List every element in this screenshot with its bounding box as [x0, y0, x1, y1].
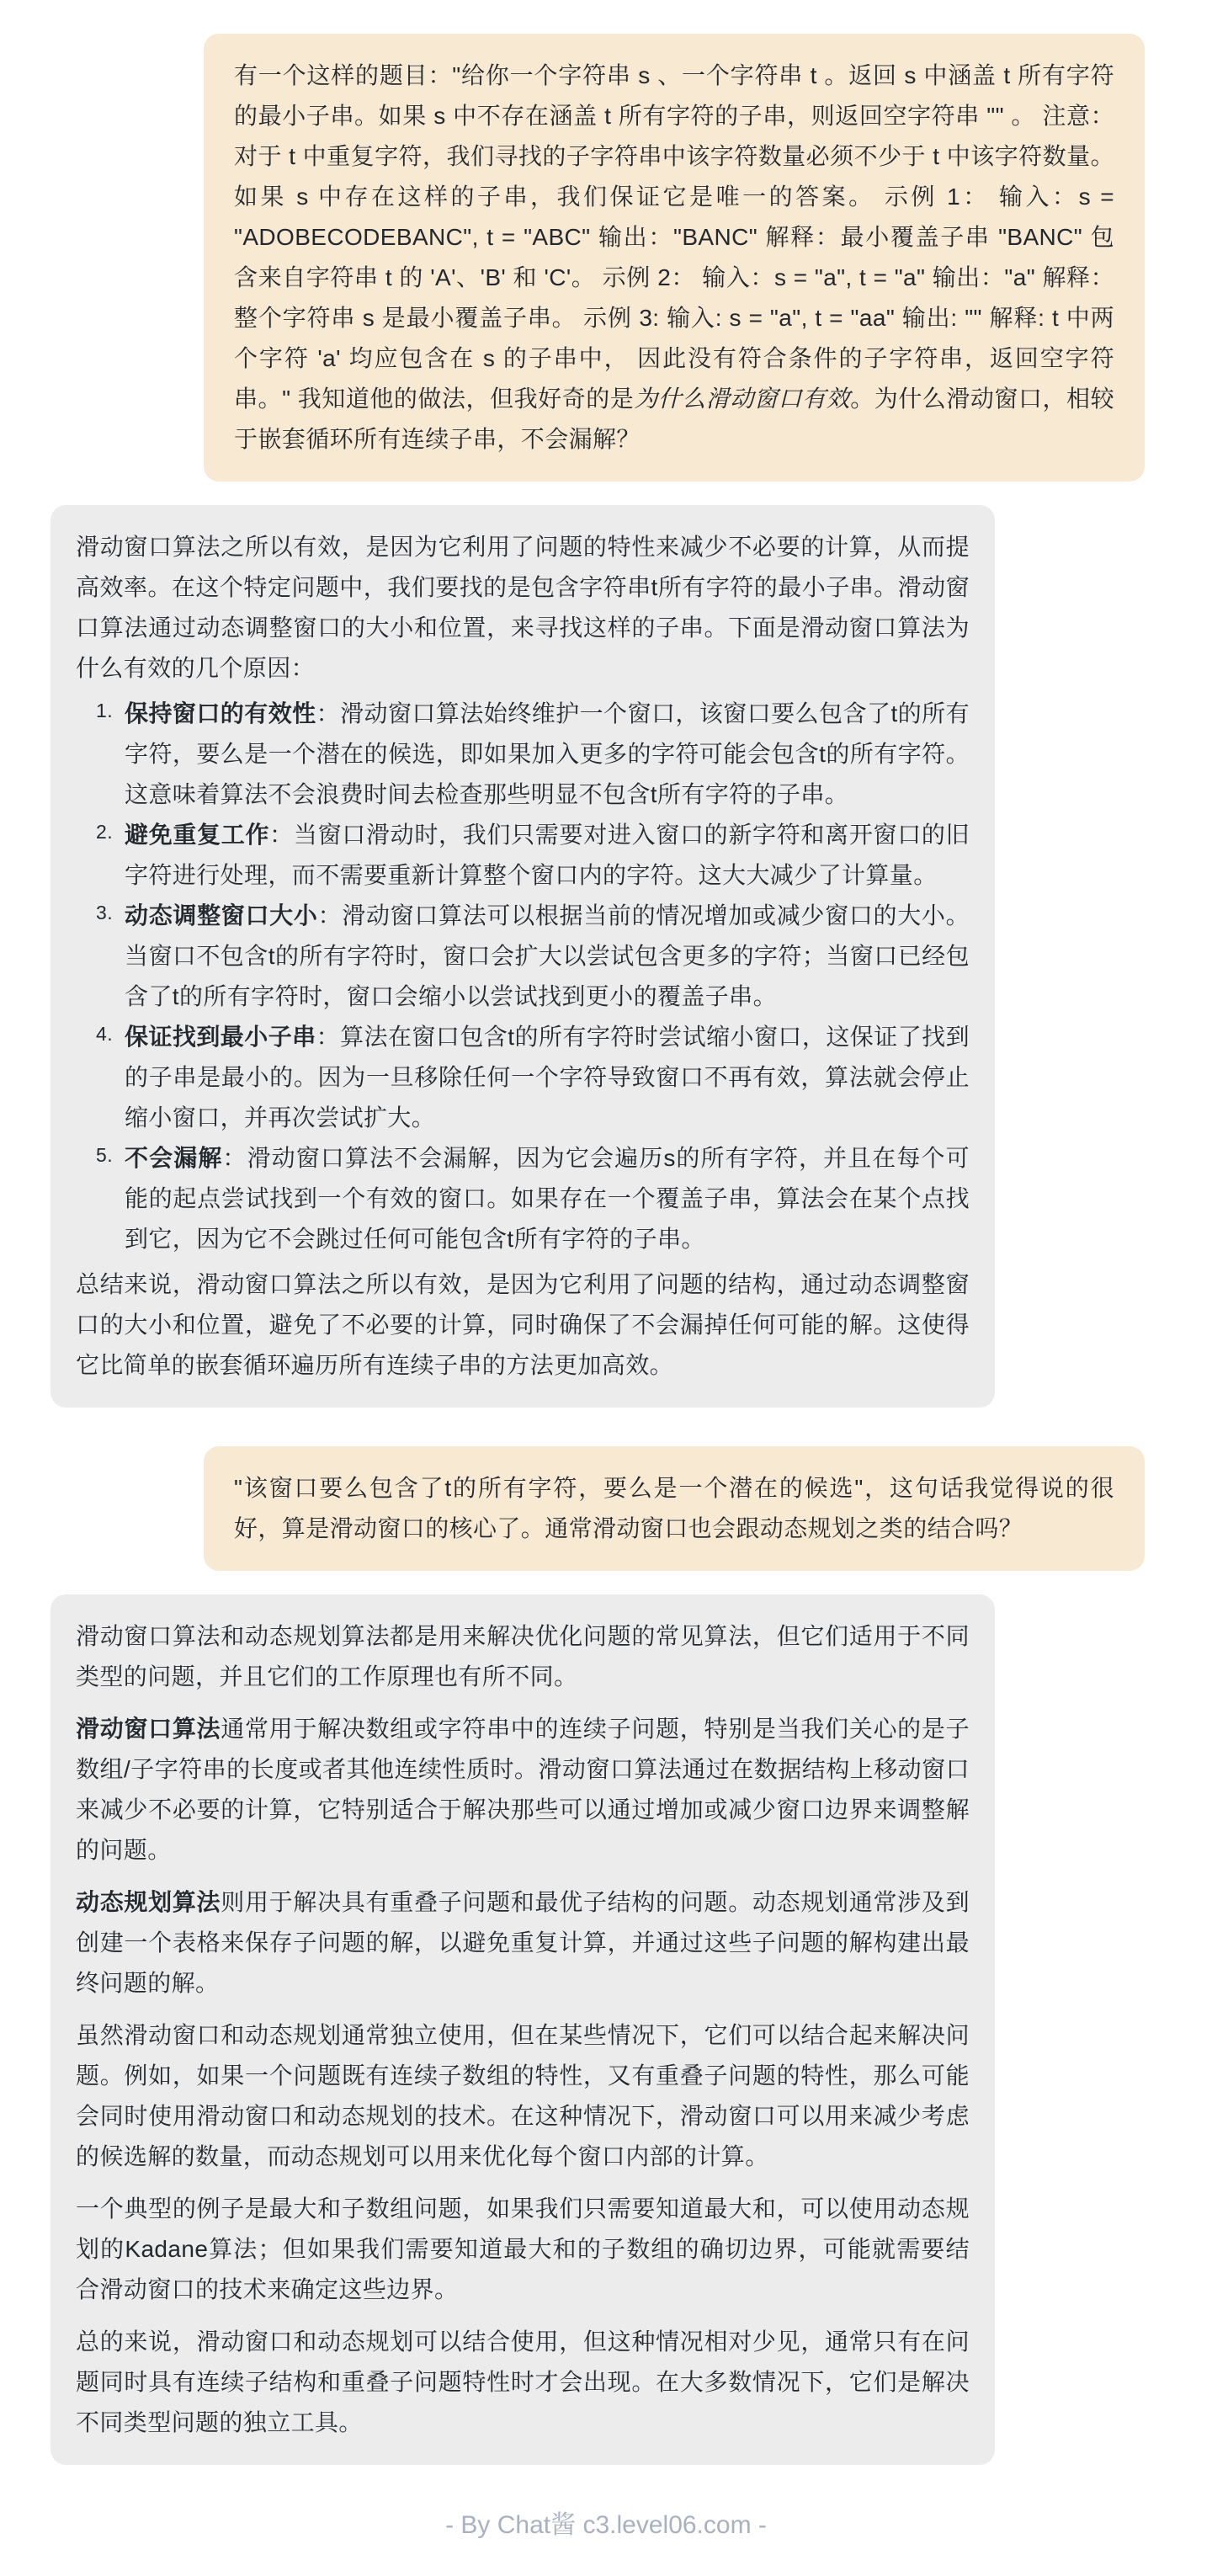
- reason-item-3-term: 动态调整窗口大小: [125, 902, 318, 929]
- user-message-1-post: 。为什么滑动窗口，相较于嵌套循环所有连续子串，不会漏解？: [234, 386, 1114, 452]
- reason-item-5-body: 滑动窗口算法不会漏解，因为它会遍历s的所有字符，并且在每个可能的起点尝试找到一个有效的窗口。如果存在一个覆盖子串，算法会在某个点找到它，因为它不会跳过任何可能包含t所有字符的子串。: [125, 1145, 970, 1252]
- reason-item-5: [76, 1138, 970, 1259]
- sliding-window-term: 滑动窗口算法: [76, 1716, 221, 1742]
- assistant-message-2-paragraph-4: 虽然滑动窗口和动态规划通常独立使用，但在某些情况下，它们可以结合起来解决问题。例如，如果一个问题既有连续子数组的特性，又有重叠子问题的特性，那么可能会同时使用滑动窗口和动态规划的技术。在这种情况下，滑动窗口可以用来减少考虑的候选解的数量，而动态规划可以用来优化每个窗口内部的计算。: [76, 2022, 970, 2169]
- reason-item-1-number: 1.: [96, 700, 113, 721]
- dynamic-programming-term: 动态规划算法: [76, 1889, 221, 1915]
- user-message-1-emphasis: 为什么滑动窗口有效: [634, 386, 851, 412]
- reason-item-2-number: 2.: [96, 821, 113, 843]
- footer-credit-suffix: -: [751, 2511, 767, 2539]
- assistant-message-1: [50, 505, 995, 1408]
- user-message-1-pre: 有一个这样的题目："给你一个字符串 s 、一个字符串 t 。返回 s 中涵盖 t 所有字符的最小子串。如果 s 中不存在涵盖 t 所有字符的子串，则返回空字符串 "" 。 注意： 对于 t 中重复字符，我们寻找的子字符串中该字符数量必须不少于 t 中该字符数量。 如果 s 中存在这样的子串，我们保证它是唯一的答案。 示例 1： 输入：s = "ADOBECODEBANC", t = "ABC" 输出："BANC" 解释：最小覆盖子串 "BANC" 包含来自字符串 t 的 'A'、'B' 和 'C'。 示例 2： 输入：s = "a", t = "a" 输出："a" 解释：整个字符串 s 是最小覆盖子串。 示例 3: 输入: s = "a", t = "aa" 输出: "" 解释: t 中两个字符 'a' 均应包含在 s 的子串中， 因此没有符合条件的子字符串，返回空字符串。" 我知道他的做法，但我好奇的是: [234, 62, 1114, 412]
- reason-item-4: [76, 1017, 970, 1138]
- reason-item-3-number: 3.: [96, 902, 113, 923]
- reason-item-1-colon: ：: [316, 700, 341, 726]
- assistant-message-2-paragraph-2-body: 通常用于解决数组或字符串中的连续子问题，特别是当我们关心的是子数组/子字符串的长度或者其他连续性质时。滑动窗口算法通过在数据结构上移动窗口来减少不必要的计算，它特别适合于解决那些可以通过增加或减少窗口边界来调整解的问题。: [76, 1716, 970, 1863]
- reason-item-1-body: 滑动窗口算法始终维护一个窗口，该窗口要么包含了t的所有字符，要么是一个潜在的候选，即如果加入更多的字符可能会包含t的所有字符。这意味着算法不会浪费时间去检查那些明显不包含t所有字符的子串。: [125, 700, 970, 807]
- assistant-message-1-reason-list: [76, 694, 970, 1259]
- assistant-message-1-intro: 滑动窗口算法之所以有效，是因为它利用了问题的特性来减少不必要的计算，从而提高效率。在这个特定问题中，我们要找的是包含字符串t所有字符的最小子串。滑动窗口算法通过动态调整窗口的大小和位置，来寻找这样的子串。下面是滑动窗口算法为什么有效的几个原因：: [76, 534, 970, 681]
- reason-item-1-term: 保持窗口的有效性: [125, 700, 316, 726]
- reason-item-3-colon: ：: [317, 902, 343, 929]
- reason-item-2-colon: ：: [269, 822, 294, 848]
- assistant-message-2-paragraph-3: [76, 1882, 970, 2004]
- user-message-2: [204, 1446, 1145, 1571]
- assistant-message-2-paragraph-6: 总的来说，滑动窗口和动态规划可以结合使用，但这种情况相对少见，通常只有在问题同时具有连续子结构和重叠子问题特性时才会出现。在大多数情况下，它们是解决不同类型问题的独立工具。: [76, 2329, 970, 2435]
- reason-item-4-term: 保证找到最小子串: [125, 1024, 316, 1050]
- user-message-1-text: [234, 56, 1114, 460]
- reason-item-4-number: 4.: [96, 1023, 113, 1045]
- reason-item-2-term: 避免重复工作: [125, 822, 270, 848]
- reason-item-2: [76, 815, 970, 896]
- reason-item-4-colon: ：: [316, 1024, 341, 1050]
- user-message-1: [204, 34, 1145, 482]
- footer-credit-prefix: - By Chat酱: [445, 2511, 583, 2539]
- reason-item-5-number: 5.: [96, 1144, 113, 1166]
- reason-item-3-body: 滑动窗口算法可以根据当前的情况增加或减少窗口的大小。当窗口不包含t的所有字符时，窗口会扩大以尝试包含更多的字符；当窗口已经包含了t的所有字符时，窗口会缩小以尝试找到更小的覆盖子串。: [125, 902, 970, 1009]
- assistant-message-2-paragraph-5: 一个典型的例子是最大和子数组问题，如果我们只需要知道最大和，可以使用动态规划的Kadane算法；但如果我们需要知道最大和的子数组的确切边界，可能就需要结合滑动窗口的技术来确定这些边界。: [76, 2195, 970, 2302]
- reason-item-4-body: 算法在窗口包含t的所有字符时尝试缩小窗口，这保证了找到的子串是最小的。因为一旦移除任何一个字符导致窗口不再有效，算法就会停止缩小窗口，并再次尝试扩大。: [125, 1024, 970, 1131]
- assistant-message-2-paragraph-2: [76, 1709, 970, 1871]
- assistant-message-2-paragraph-1: 滑动窗口算法和动态规划算法都是用来解决优化问题的常见算法，但它们适用于不同类型的问题，并且它们的工作原理也有所不同。: [76, 1623, 970, 1690]
- footer-credit: [0, 2509, 1212, 2542]
- assistant-message-1-summary: 总结来说，滑动窗口算法之所以有效，是因为它利用了问题的结构，通过动态调整窗口的大小和位置，避免了不必要的计算，同时确保了不会漏掉任何可能的解。这使得它比简单的嵌套循环遍历所有连续子串的方法更加高效。: [76, 1271, 970, 1378]
- reason-item-1: [76, 694, 970, 815]
- assistant-message-2: [50, 1594, 995, 2465]
- reason-item-3: [76, 896, 970, 1017]
- assistant-message-2-paragraph-3-body: 则用于解决具有重叠子问题和最优子结构的问题。动态规划通常涉及到创建一个表格来保存子问题的解，以避免重复计算，并通过这些子问题的解构建出最终问题的解。: [76, 1889, 970, 1996]
- reason-item-5-term: 不会漏解: [125, 1145, 223, 1171]
- reason-item-5-colon: ：: [222, 1145, 247, 1171]
- reason-item-2-body: 当窗口滑动时，我们只需要对进入窗口的新字符和离开窗口的旧字符进行处理，而不需要重新计算整个窗口内的字符。这大大减少了计算量。: [125, 822, 970, 888]
- user-message-2-text: "该窗口要么包含了t的所有字符，要么是一个潜在的候选"，这句话我觉得说的很好，算是滑动窗口的核心了。通常滑动窗口也会跟动态规划之类的结合吗？: [234, 1475, 1114, 1541]
- footer-link[interactable]: c3.level06.com: [582, 2511, 752, 2539]
